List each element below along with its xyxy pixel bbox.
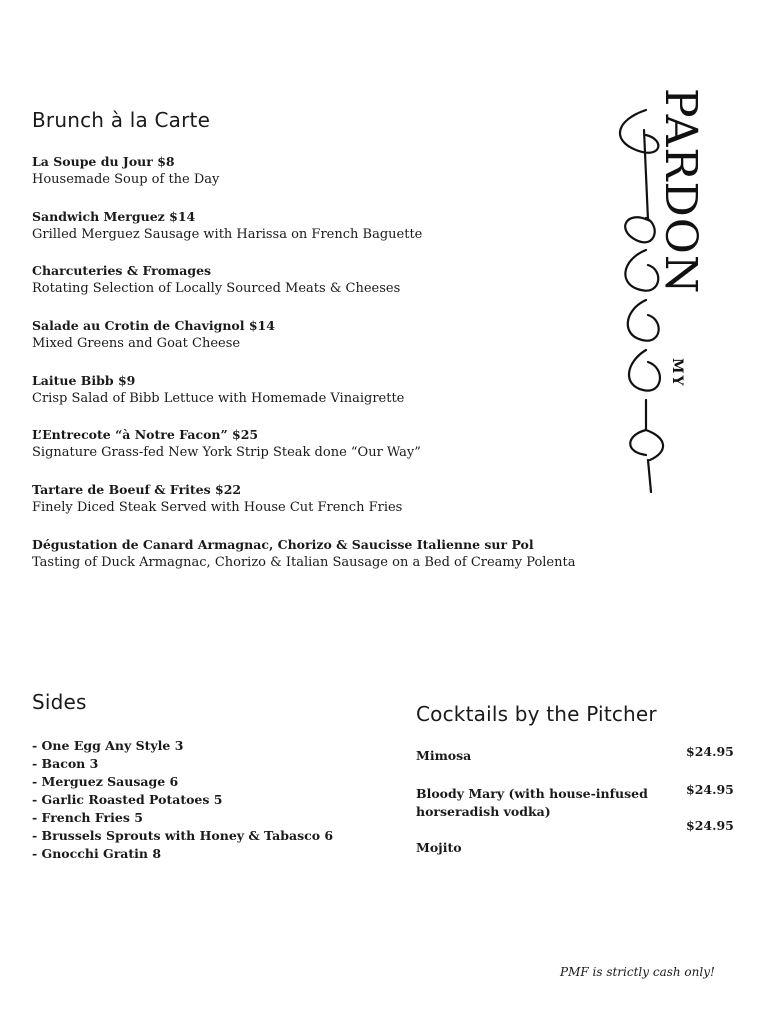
cocktails-section-title: Cocktails by the Pitcher <box>416 702 657 726</box>
cocktail-price: $24.95 <box>686 818 734 833</box>
menu-item <box>32 426 612 481</box>
cocktail-price: $24.95 <box>686 744 734 759</box>
menu-item-description: Signature Grass-fed New York Strip Steak done “Our Way” <box>32 445 421 461</box>
menu-item-description: Rotating Selection of Locally Sourced Meats & Cheeses <box>32 281 401 297</box>
menu-item <box>32 208 612 263</box>
restaurant-logo <box>600 80 710 500</box>
menu-item-description: Housemade Soup of the Day <box>32 172 220 187</box>
menu-item <box>32 372 612 427</box>
menu-item <box>32 317 612 372</box>
menu-item-name: La Soupe du Jour $8 <box>32 154 175 169</box>
menu-item-name: Charcuteries & Fromages <box>32 263 212 279</box>
menu-item-description: Grilled Merguez Sausage with Harissa on French Baguette <box>32 226 423 242</box>
menu-item-name: Tartare de Boeuf & Frites $22 <box>32 482 242 498</box>
logo-my: MY <box>669 358 685 388</box>
list-item: - Merguez Sausage 6 <box>32 774 179 789</box>
menu-item <box>32 153 612 208</box>
cocktail-name: Mojito <box>416 840 462 855</box>
menu-item-name: Sandwich Merguez $14 <box>32 208 196 224</box>
list-item: - Garlic Roasted Potatoes 5 <box>32 792 223 807</box>
sides-section-title: Sides <box>32 690 87 714</box>
cash-only-note: PMF is strictly cash only! <box>560 965 715 979</box>
list-item: - Brussels Sprouts with Honey & Tabasco 6 <box>32 828 334 843</box>
menu-item-description: Finely Diced Steak Served with House Cut French Fries <box>32 500 403 516</box>
menu-item <box>32 262 612 317</box>
menu-item-name: Dégustation de Canard Armagnac, Chorizo & Saucisse Italienne sur Pol <box>32 536 534 552</box>
list-item: - Gnocchi Gratin 8 <box>32 846 162 861</box>
brunch-menu-list <box>32 153 612 591</box>
menu-item-description: Tasting of Duck Armagnac, Chorizo & Italian Sausage on a Bed of Creamy Polenta <box>32 554 576 570</box>
menu-item <box>32 481 612 536</box>
menu-item-description: Crisp Salad of Bibb Lettuce with Homemade Vinaigrette <box>32 390 405 406</box>
brunch-section-title: Brunch à la Carte <box>32 108 211 132</box>
cocktail-name: Bloody Mary (with house-infused horseradish vodka) <box>416 786 648 819</box>
sides-list <box>32 737 333 863</box>
menu-item-description: Mixed Greens and Goat Cheese <box>32 336 241 352</box>
logo-wordmark: PARDON <box>655 88 706 295</box>
cocktail-name: Mimosa <box>416 748 472 763</box>
cocktail-price: $24.95 <box>686 782 734 797</box>
list-item: - Bacon 3 <box>32 756 99 771</box>
list-item: - French Fries 5 <box>32 810 143 825</box>
menu-item-name: Salade au Crotin de Chavignol $14 <box>32 318 275 334</box>
list-item: - One Egg Any Style 3 <box>32 738 184 753</box>
menu-item-name: Laitue Bibb $9 <box>32 372 136 388</box>
menu-item-name: L’Entrecote “à Notre Facon” $25 <box>32 427 259 443</box>
menu-item <box>32 536 612 591</box>
